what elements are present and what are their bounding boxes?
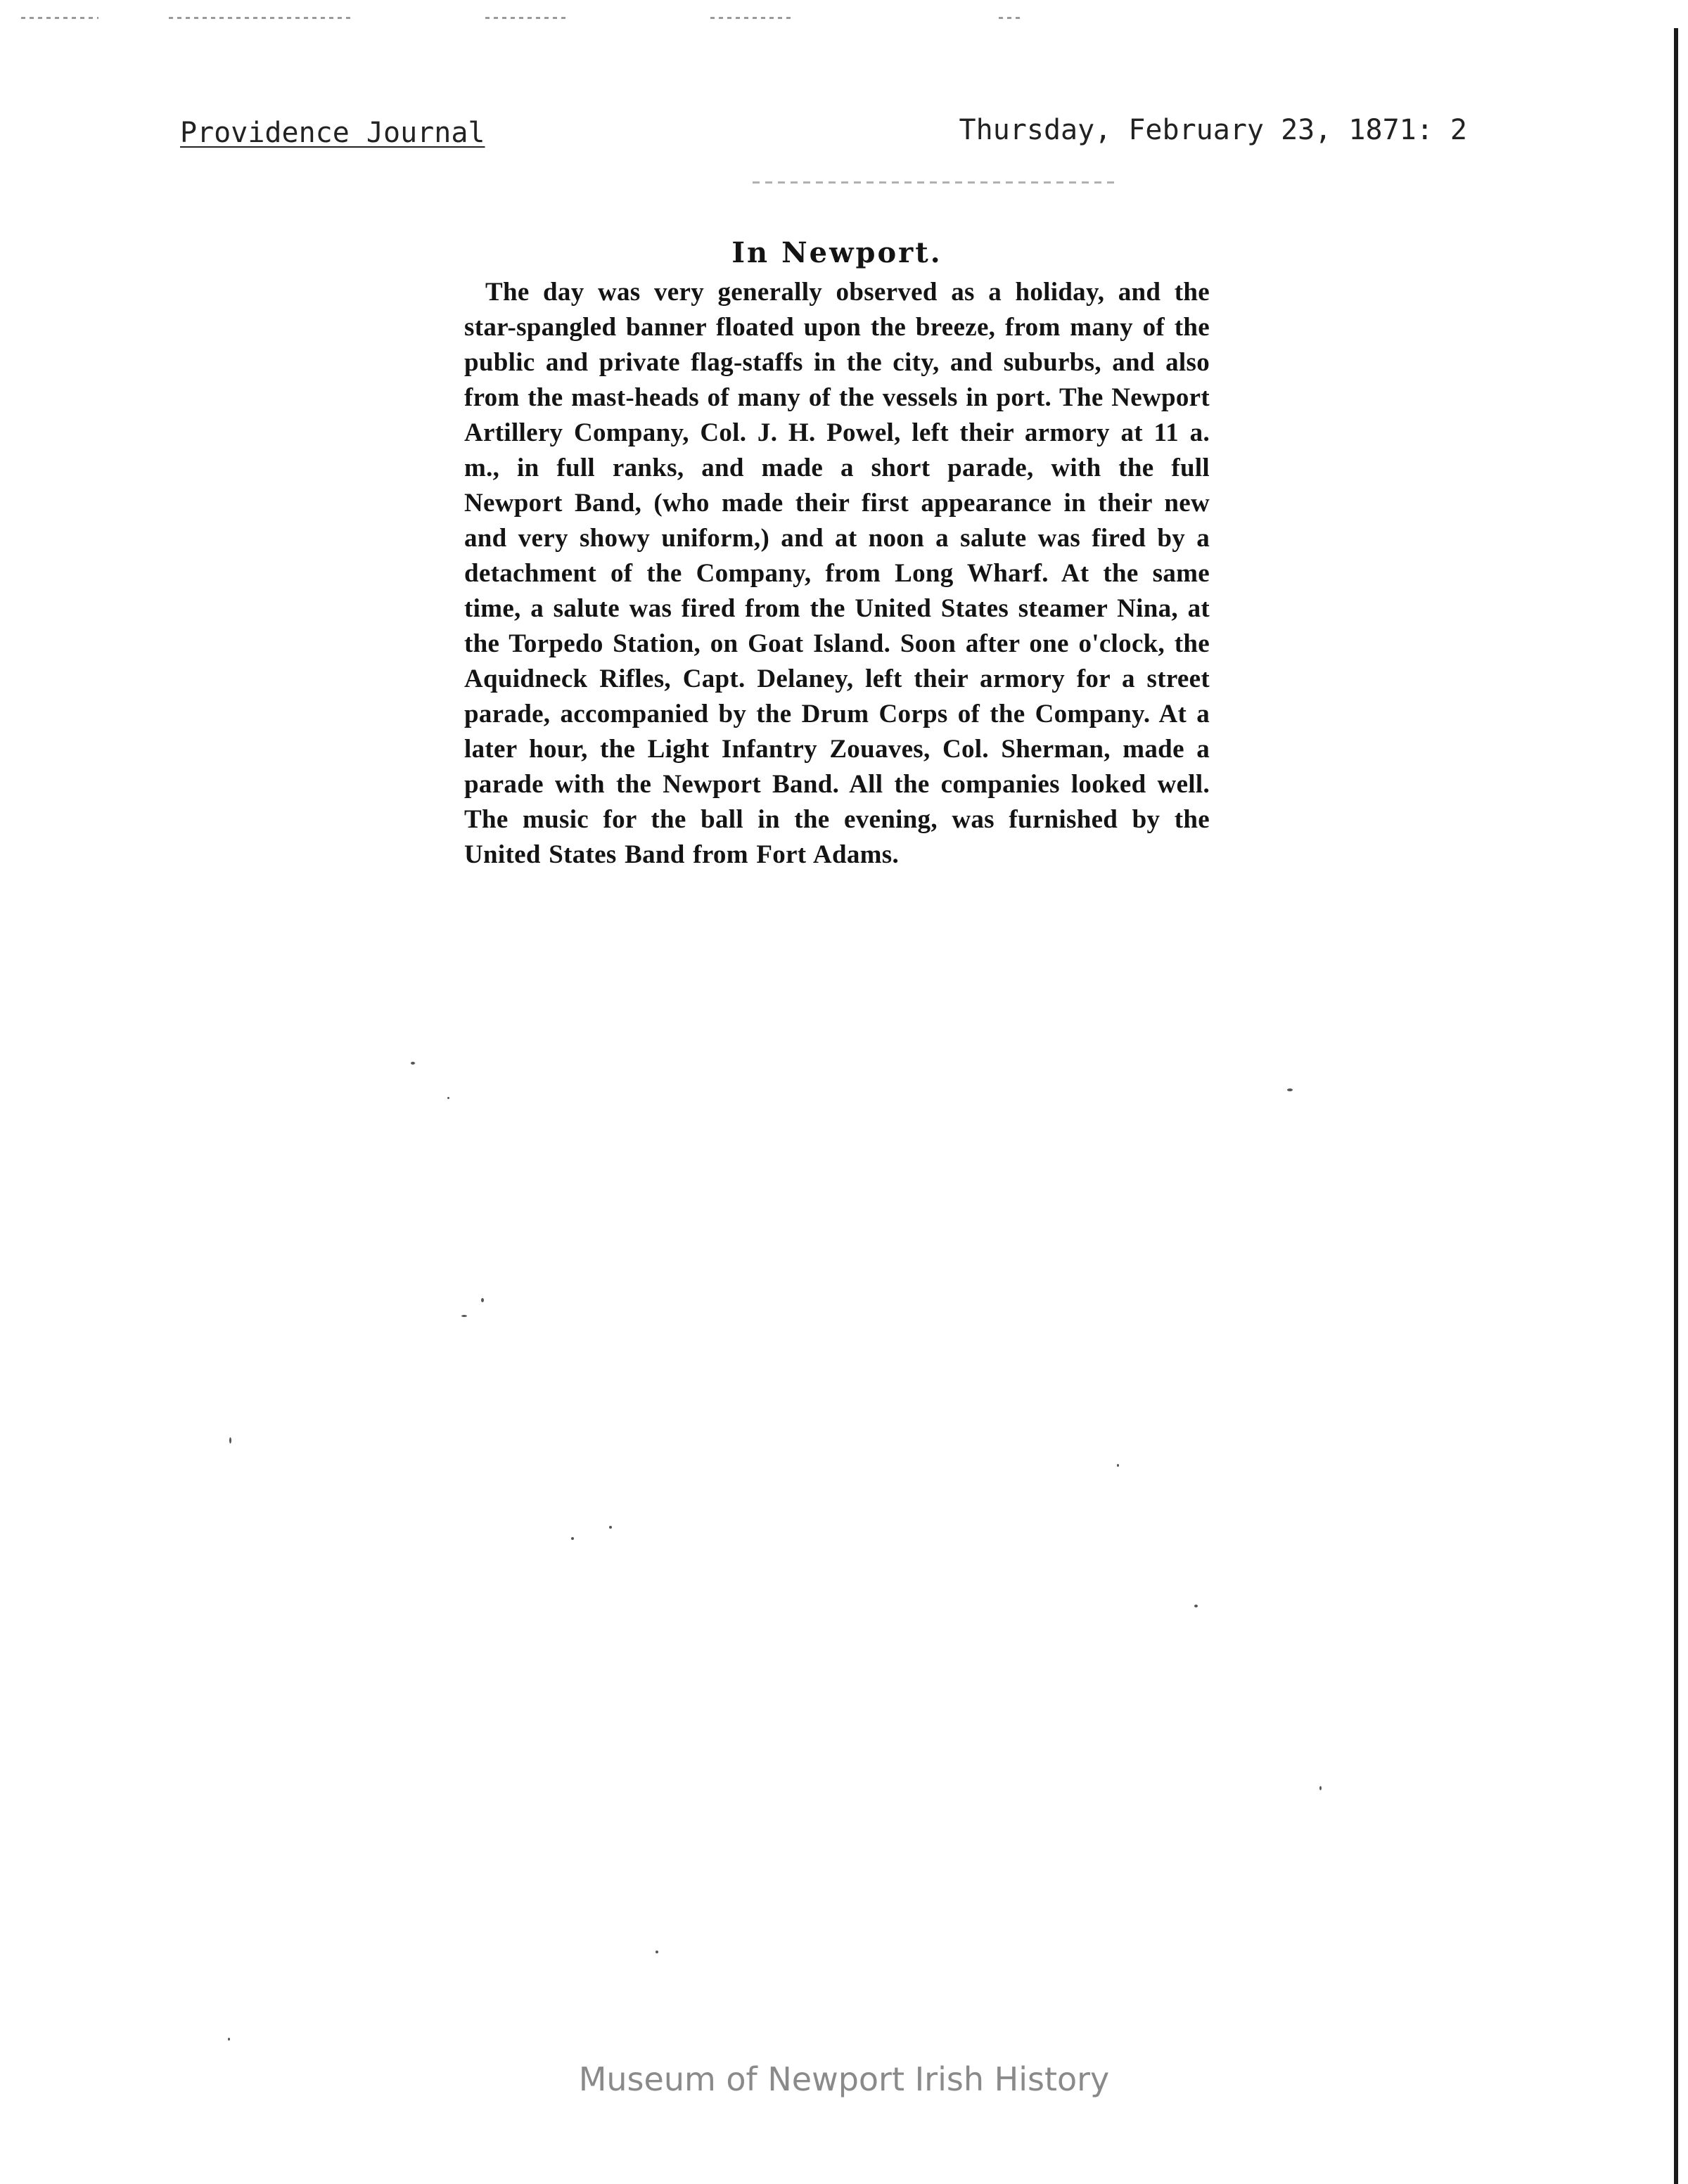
scan-noise <box>21 17 98 19</box>
scan-speck <box>228 2038 230 2041</box>
article-body: The day was very generally observed as a holiday, and the star-spangled banner floated upon the breeze, from many of the public and private flag-staffs in the city, and suburbs, and also from the mast-heads of many of the vessels in port. The Newport Artillery Company, Col. J. H. Powel, left their armory at 11 a. m., in full ranks, and made a short parade, with the full Newport Band, (who made their first appearance in their new and very showy uniform,) and at noon a salute was fired by a detachment of the Company, from Long Wharf. At the same time, a salute was fired from the United States steamer Nina, at the Torpedo Station, on Goat Island. Soon after one o'clock, the Aquidneck Rifles, Capt. Delaney, left their armory for a street parade, accompanied by the Drum Corps of the Company. At a later hour, the Light Infantry Zouaves, Col. Sherman, made a parade with the Newport Band. All the companies looked well. The music for the ball in the evening, was furnished by the United States Band from Fort Adams. <box>464 278 1210 869</box>
scan-noise <box>999 17 1020 19</box>
scan-page-edge <box>1674 28 1678 2184</box>
publication-dateline: Thursday, February 23, 1871: 2 <box>959 114 1467 146</box>
scan-noise <box>753 181 1118 184</box>
document-header <box>180 114 1467 159</box>
scan-speck <box>1319 1786 1322 1790</box>
scan-speck <box>656 1951 658 1953</box>
scan-speck <box>609 1526 612 1529</box>
scan-noise <box>169 17 352 19</box>
scan-noise <box>710 17 795 19</box>
scan-noise <box>485 17 570 19</box>
article-headline: In Newport. <box>731 236 942 269</box>
scan-speck <box>1287 1088 1293 1091</box>
newspaper-source: Providence Journal <box>180 117 485 149</box>
scan-speck <box>447 1097 449 1099</box>
scan-speck <box>571 1537 574 1540</box>
scan-speck <box>1194 1605 1198 1607</box>
scan-speck <box>411 1062 415 1065</box>
newspaper-clipping <box>464 236 1210 873</box>
museum-watermark: Museum of Newport Irish History <box>578 2060 1110 2098</box>
scan-speck <box>461 1315 467 1317</box>
scan-speck <box>1117 1464 1119 1467</box>
scan-speck <box>481 1298 484 1302</box>
scan-speck <box>229 1437 231 1444</box>
